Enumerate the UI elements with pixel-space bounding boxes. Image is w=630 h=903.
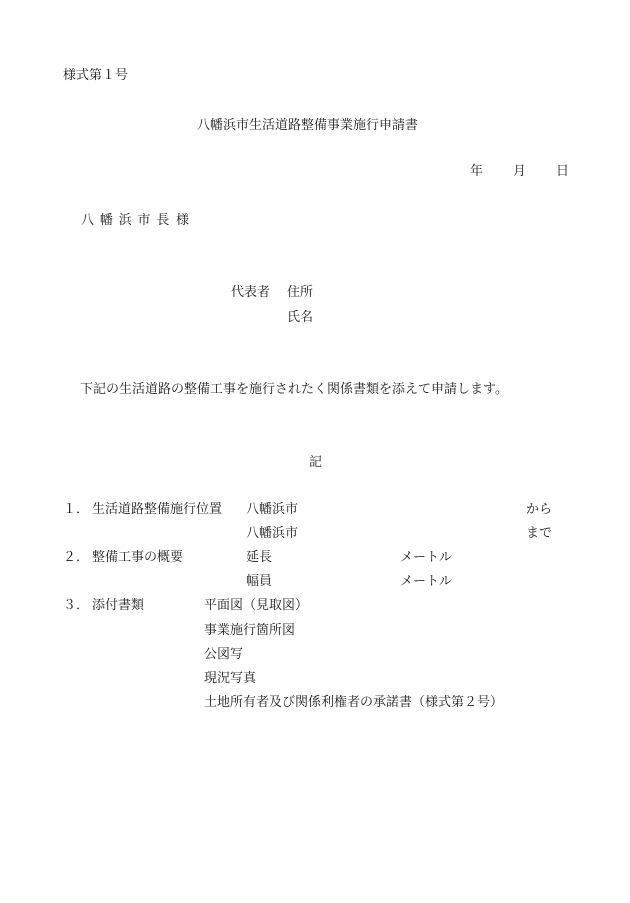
location-to-suffix: まで (526, 526, 553, 541)
form-number: 様式第１号 (63, 68, 129, 83)
date-year-label: 年 (470, 164, 484, 179)
location-from-suffix: から (526, 502, 553, 517)
attachment-item: 平面図（見取図） (204, 598, 309, 613)
application-statement: 下記の生活道路の整備工事を施行されたく関係書類を添えて申請します。 (80, 382, 508, 397)
item-3-label: 添付書類 (92, 598, 145, 613)
ki-heading: 記 (309, 455, 323, 470)
attachment-item: 現況写真 (204, 671, 257, 686)
applicant-name-label: 氏名 (287, 310, 314, 325)
addressee-honorific: 様 (176, 213, 190, 228)
item-2-number: ２． (63, 550, 90, 565)
overview-width-unit: メートル (400, 574, 453, 589)
item-3-number: ３． (63, 598, 90, 613)
location-from-city: 八幡浜市 (246, 502, 299, 517)
document-title: 八幡浜市生活道路整備事業施行申請書 (197, 118, 419, 133)
date-month-label: 月 (513, 164, 527, 179)
attachment-item: 事業施行箇所図 (204, 623, 296, 638)
applicant-role-label: 代表者 (231, 285, 271, 300)
applicant-address-label: 住所 (287, 285, 314, 300)
location-to-city: 八幡浜市 (246, 526, 299, 541)
overview-width-label: 幅員 (246, 574, 273, 589)
overview-length-unit: メートル (400, 550, 453, 565)
addressee-name: 八幡浜市長 (81, 213, 176, 228)
attachment-item: 土地所有者及び関係利権者の承諾書（様式第２号） (204, 695, 504, 710)
item-1-label: 生活道路整備施行位置 (92, 502, 223, 517)
date-day-label: 日 (556, 164, 570, 179)
attachment-item: 公図写 (204, 647, 244, 662)
overview-length-label: 延長 (246, 550, 273, 565)
item-1-number: １． (63, 502, 90, 517)
item-2-label: 整備工事の概要 (92, 550, 184, 565)
